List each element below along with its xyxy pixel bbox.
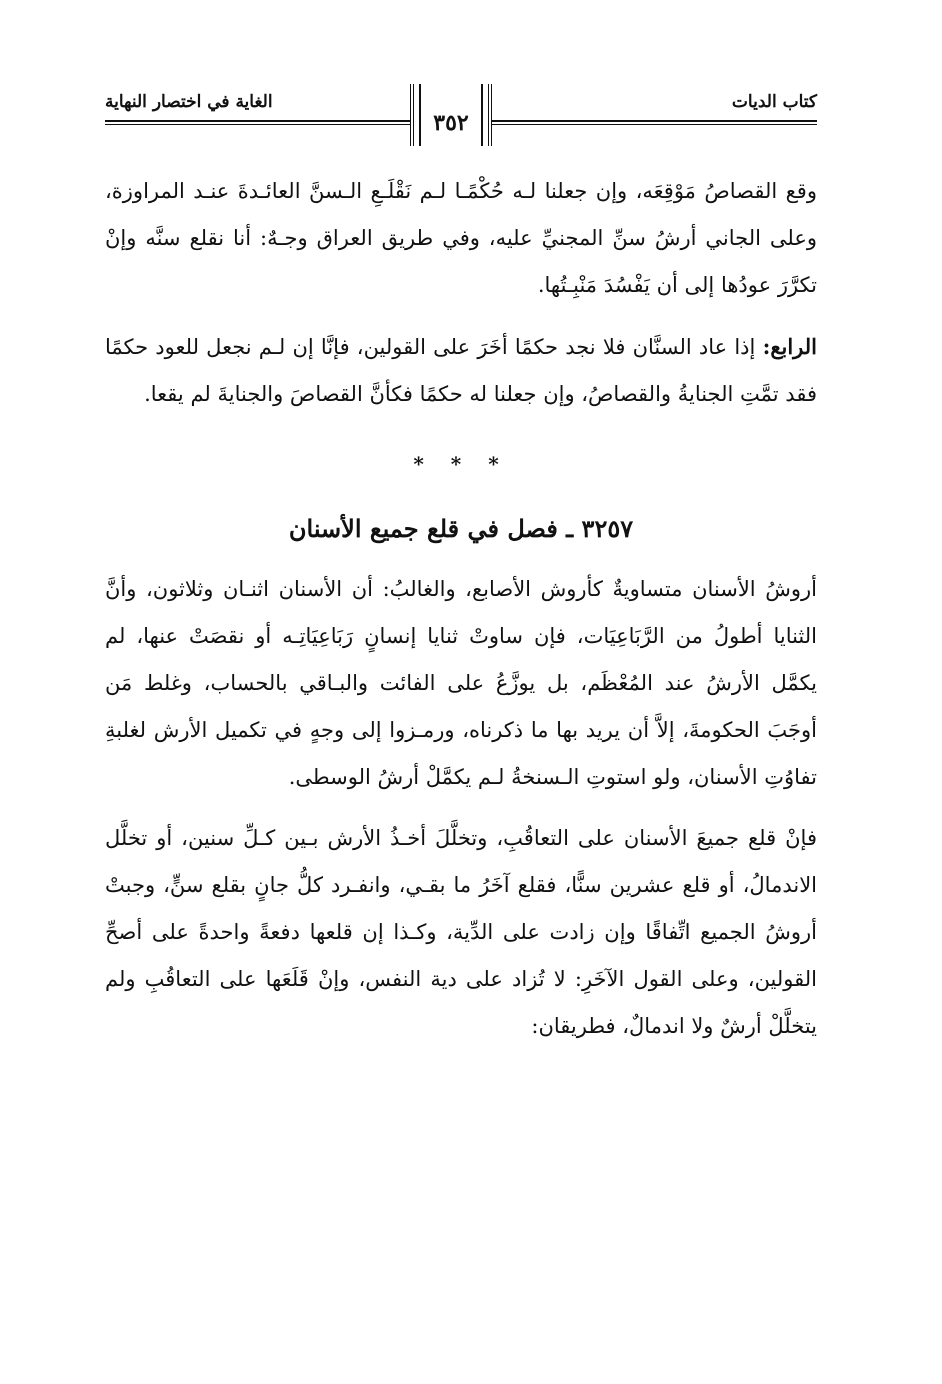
- paragraph: فإنْ قلع جميعَ الأسنان على التعاقُبِ، وتخلَّلَ أخـذُ الأرش بـين كـلِّ سنين، أو تخلَّل الاندمالُ، أو قلع عشرين سنًّا، فقلع آخَرُ ما بقـي، وانفـرد كلُّ جانٍ بقلع سنٍّ، وجبتْ أروشُ الجميع اتِّفاقًا وإن زادت على الدِّية، وكـذا إن قلعها دفعةً واحدةً على أصحِّ القولين، وعلى القول الآخَرِ: لا تُزاد على دية النفس، وإنْ قَلَعَها على التعاقُبِ ولم يتخلَّلْ أرشٌ ولا اندمالٌ، فطريقان:: [105, 826, 817, 1038]
- page-number-frame: [410, 84, 492, 146]
- page-number: ٣٥٢: [433, 110, 469, 136]
- section-separator: * * *: [413, 452, 509, 476]
- page-body: [105, 168, 817, 1050]
- section-heading: ٣٢٥٧ ـ فصل في قلع جميع الأسنان: [288, 514, 634, 543]
- paragraph: [105, 323, 817, 418]
- paragraph: وقع القصاصُ مَوْقِعَه، وإن جعلنا لـه حُكْمًـا لـم نَقْلَـعِ الـسنَّ العائـدةَ عنـد المراوزة، وعلى الجاني أرشُ سنِّ المجنيِّ عليه، وفي طريق العراق وجـهٌ: أنا نقلع سنَّه وإنْ تكرَّرَ عودُها إلى أن يَفْسُدَ مَنْبِـتُها.: [105, 179, 817, 297]
- running-head-chapter: كتاب الديات: [731, 92, 817, 112]
- running-head-book-title: الغاية في اختصار النهاية: [105, 92, 273, 112]
- page-header: [105, 84, 817, 144]
- paragraph: أروشُ الأسنان متساويةٌ كأروش الأصابع، والغالبُ: أن الأسنان اثنـان وثلاثون، وأنَّ الثنايا أطولُ من الرَّبَاعِيَات، فإن ساوتْ ثنايا إنسانٍ رَبَاعِيَاتِـه أو نقصَتْ عنها، لم يكمَّل الأرشُ عند المُعْظَم، بل يوزَّعُ على الفائت والبـاقي بالحساب، وغلط مَن أوجَبَ الحكومةَ، إلاَّ أن يريد بها ما ذكرناه، ورمـزوا إلى وجهٍ في تكميل الأرش لغلبةِ تفاوُتِ الأسنان، ولو استوتِ الـسنخةُ لـم يكمَّلْ أرشُ الوسطى.: [105, 577, 817, 789]
- paragraph-lead-word: الرابع:: [762, 334, 817, 359]
- paragraph-text: إذا عاد السنَّان فلا نجد حكمًا أخَرَ على القولين، فإنَّا إن لـم نجعل للعود حكمًا فقد تمَّتِ الجنايةُ والقصاصُ، وإن جعلنا له حكمًا فكأنَّ القصاصَ والجنايةَ لم يقعا.: [105, 335, 817, 406]
